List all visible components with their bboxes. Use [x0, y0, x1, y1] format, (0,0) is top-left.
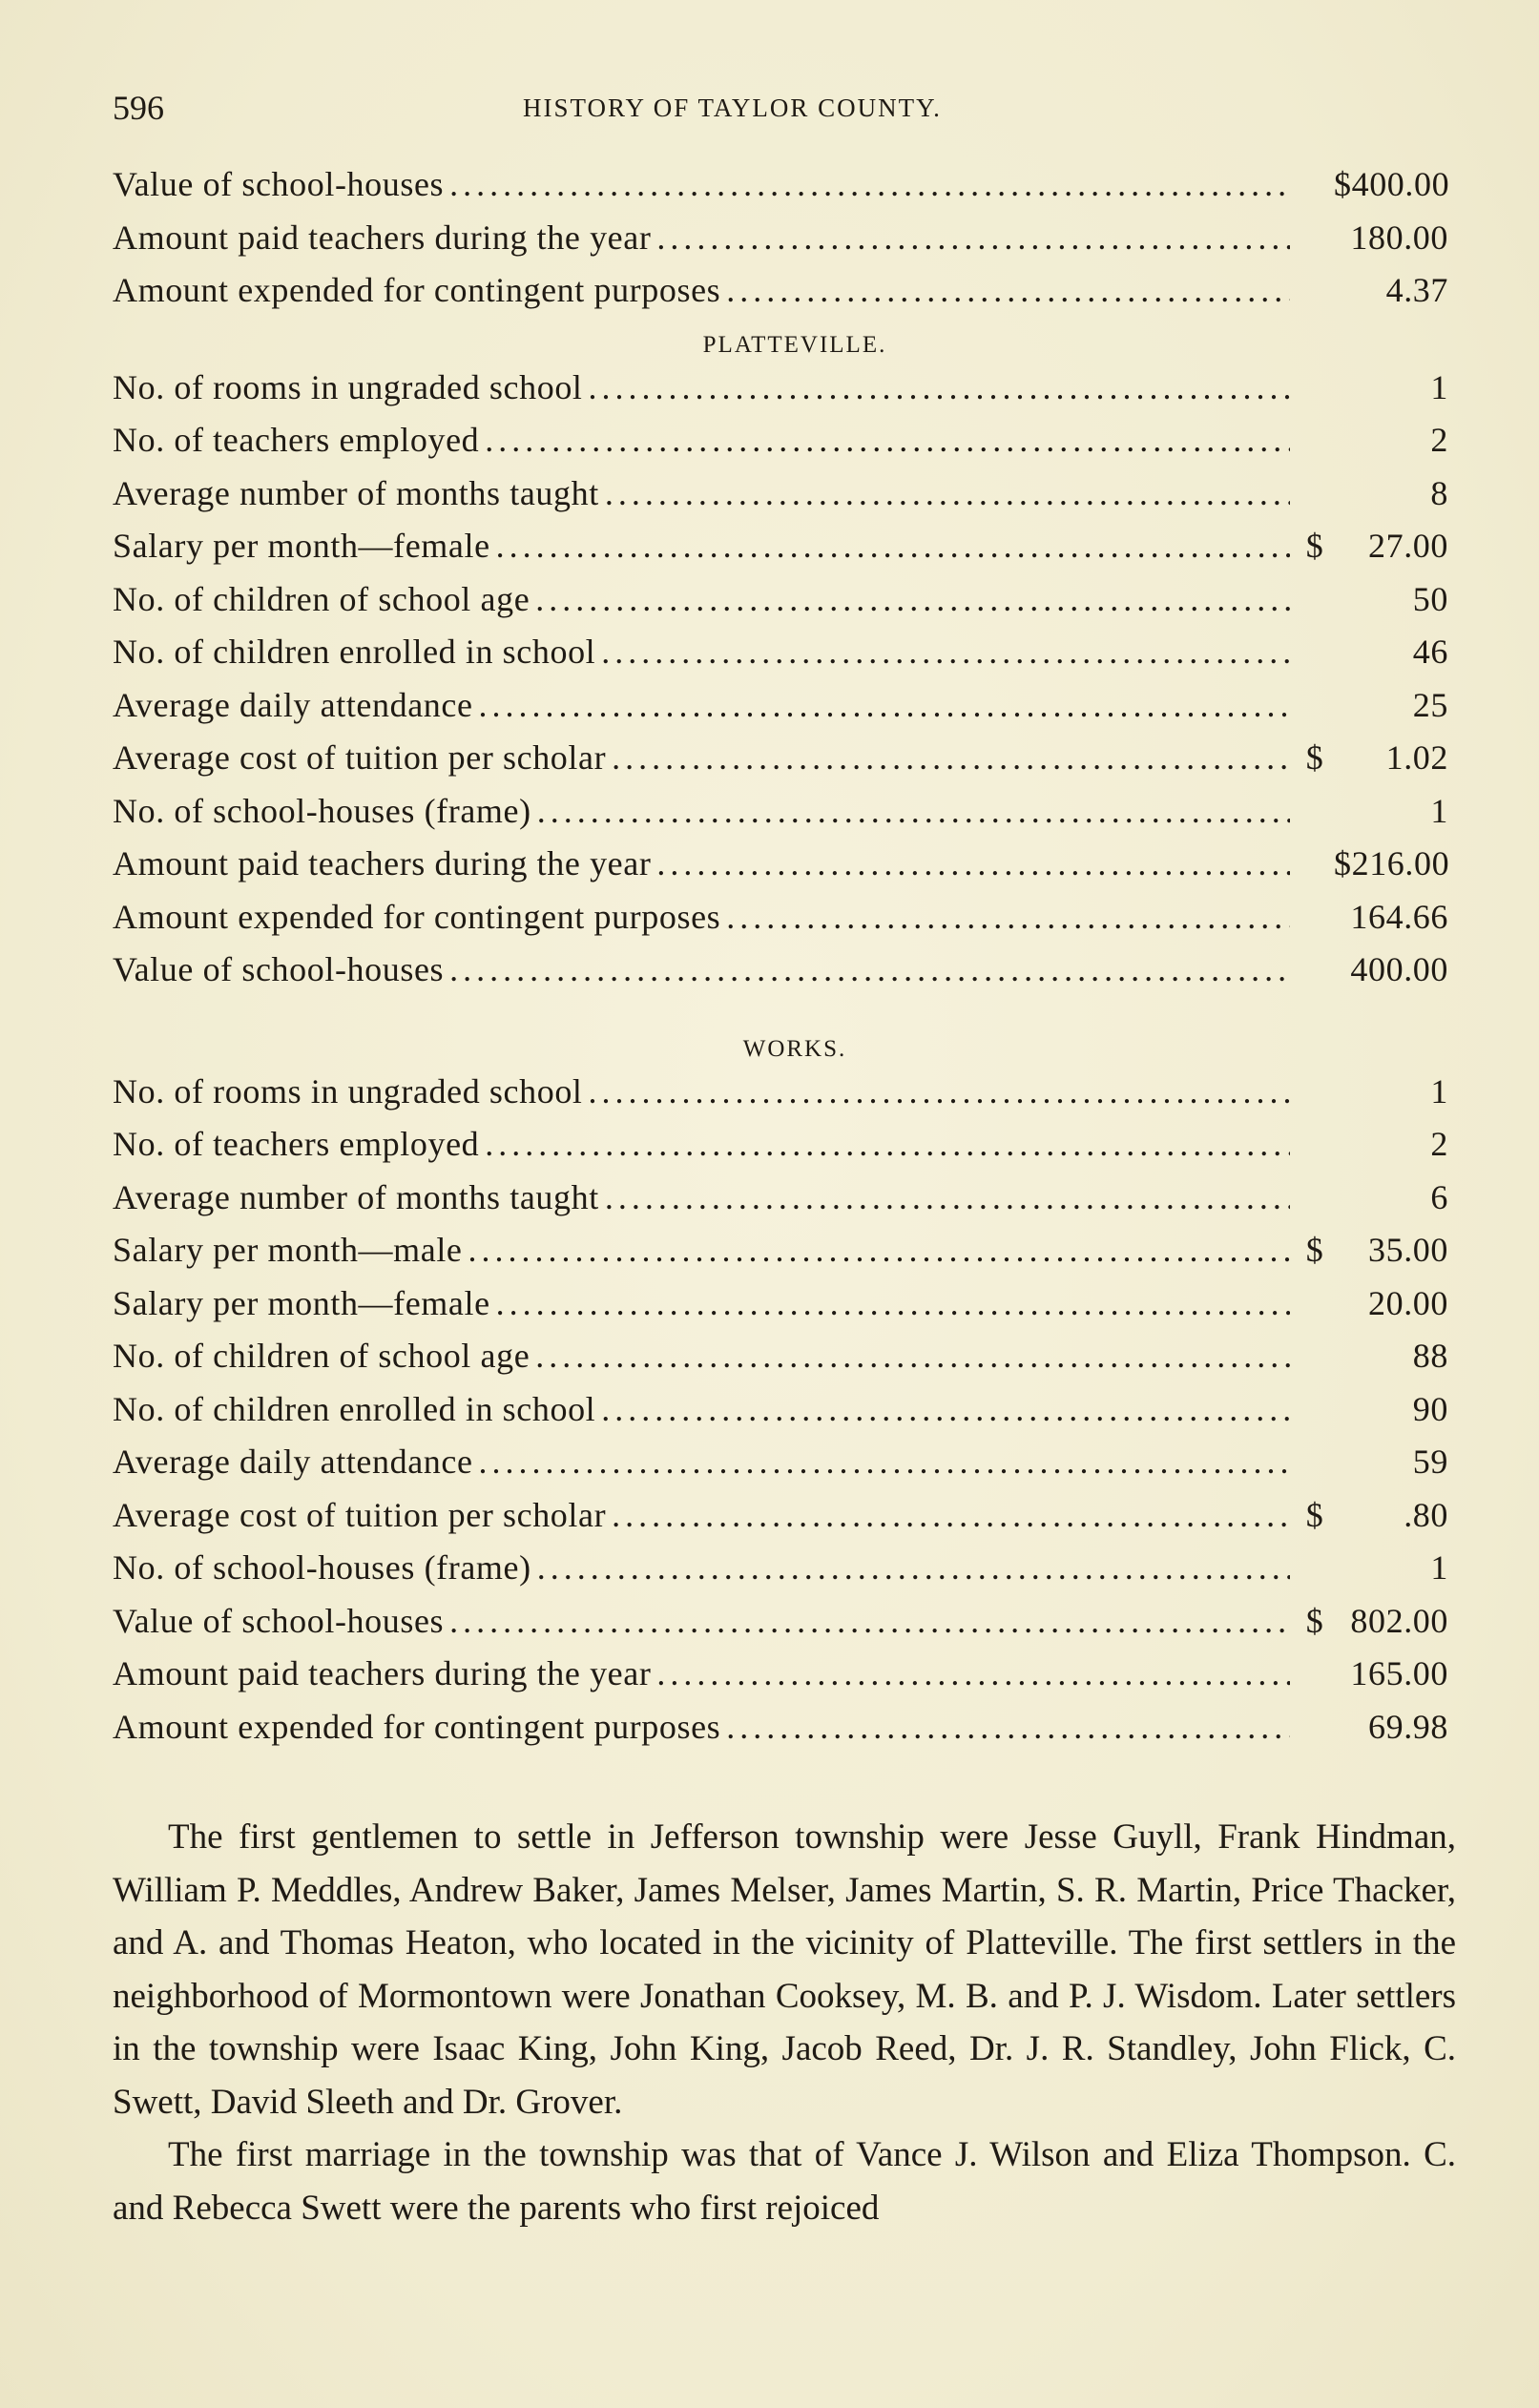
dot-leader — [656, 1653, 1290, 1693]
row-value: 2 — [1430, 421, 1448, 459]
dot-leader — [485, 420, 1290, 460]
row-label: Value of school-houses — [113, 950, 445, 988]
row-label: Amount paid teachers during the year — [113, 1654, 652, 1692]
dot-leader — [726, 270, 1290, 310]
row-label: No. of children enrolled in school — [113, 633, 596, 671]
row-value: 802.00 — [1350, 1601, 1448, 1640]
dot-leader — [726, 1707, 1290, 1747]
row-value: .80 — [1404, 1495, 1448, 1534]
row-value: 6 — [1430, 1177, 1448, 1216]
table-row — [113, 1653, 1448, 1707]
table-row — [113, 791, 1448, 844]
dot-leader — [589, 1071, 1290, 1111]
body-text — [113, 1811, 1456, 2234]
dollar-sign: $ — [1305, 1231, 1324, 1269]
row-label: Value of school-houses — [113, 165, 445, 203]
dot-leader — [612, 1495, 1290, 1535]
dot-leader — [496, 1283, 1290, 1323]
dot-leader — [656, 218, 1290, 258]
row-label: No. of school-houses (frame) — [113, 1548, 531, 1587]
top-rows — [113, 164, 1448, 323]
row-value: 69.98 — [1368, 1707, 1448, 1746]
row-value: 1 — [1430, 1071, 1448, 1111]
table-row — [113, 737, 1448, 791]
row-value: 90 — [1412, 1389, 1448, 1428]
dot-leader — [612, 737, 1290, 778]
row-label: Amount expended for contingent purposes — [113, 271, 721, 309]
row-value: 4.37 — [1385, 271, 1448, 309]
dollar-sign: $ — [1305, 1601, 1324, 1640]
table-row — [113, 526, 1448, 579]
dot-leader — [535, 579, 1290, 619]
row-value: 8 — [1430, 473, 1448, 512]
row-label: No. of teachers employed — [113, 1125, 480, 1163]
dollar-sign: $ — [1305, 1495, 1324, 1534]
row-label: Average cost of tuition per scholar — [113, 738, 607, 777]
page-header — [113, 88, 1448, 126]
row-label: No. of rooms in ungraded school — [113, 1071, 583, 1111]
dollar-sign: $ — [1305, 738, 1324, 777]
table-row — [113, 843, 1448, 897]
row-value: 165.00 — [1350, 1654, 1448, 1692]
dot-leader — [449, 1601, 1290, 1641]
table-row — [113, 897, 1448, 950]
row-value: 400.00 — [1350, 950, 1448, 988]
platteville-table — [113, 367, 1448, 1003]
row-label: Average cost of tuition per scholar — [113, 1495, 607, 1534]
dollar-sign: $ — [1305, 527, 1324, 565]
table-row — [113, 473, 1448, 527]
dot-leader — [656, 843, 1290, 883]
row-label: Average number of months taught — [113, 473, 599, 512]
row-label: Amount expended for contingent purposes — [113, 897, 721, 936]
section-title-works: WORKS. — [742, 1035, 847, 1062]
row-label: No. of rooms in ungraded school — [113, 367, 583, 406]
row-label: Amount expended for contingent purposes — [113, 1707, 721, 1746]
page-number: 596 — [113, 89, 164, 127]
dot-leader — [468, 1230, 1290, 1270]
table-row — [113, 1177, 1448, 1231]
table-row — [113, 579, 1448, 633]
row-label: Amount paid teachers during the year — [113, 218, 652, 257]
table-row — [113, 1283, 1448, 1337]
dot-leader — [537, 1547, 1290, 1588]
row-value: 1 — [1430, 791, 1448, 830]
row-label: Average daily attendance — [113, 1443, 473, 1481]
row-value: 59 — [1412, 1443, 1448, 1481]
row-label: No. of children of school age — [113, 579, 530, 618]
row-label: No. of teachers employed — [113, 421, 480, 459]
row-label: Amount paid teachers during the year — [113, 844, 652, 882]
row-value: 180.00 — [1350, 218, 1448, 257]
dot-leader — [479, 1442, 1290, 1482]
table-row — [113, 218, 1448, 271]
row-label: Average number of months taught — [113, 1177, 599, 1216]
table-row — [113, 1442, 1448, 1495]
dot-leader — [605, 473, 1290, 513]
table-row — [113, 1707, 1448, 1760]
table-row — [113, 1495, 1448, 1548]
row-value: 35.00 — [1368, 1231, 1448, 1269]
works-table — [113, 1071, 1448, 1760]
row-value: 88 — [1412, 1337, 1448, 1375]
section-title-platteville: PLATTEVILLE. — [702, 331, 887, 358]
row-value: 46 — [1412, 633, 1448, 671]
row-value: 1.02 — [1385, 738, 1448, 777]
table-row — [113, 1230, 1448, 1283]
dot-leader — [605, 1177, 1290, 1217]
table-row — [113, 367, 1448, 421]
dot-leader — [601, 1389, 1290, 1429]
table-row — [113, 1124, 1448, 1177]
row-value: 50 — [1412, 579, 1448, 618]
row-label: Salary per month—male — [113, 1231, 463, 1269]
row-label: No. of children of school age — [113, 1337, 530, 1375]
row-label: No. of school-houses (frame) — [113, 791, 531, 830]
dot-leader — [601, 632, 1290, 672]
table-row — [113, 270, 1448, 323]
table-row — [113, 1071, 1448, 1125]
row-value: 20.00 — [1368, 1283, 1448, 1322]
row-value: 164.66 — [1350, 897, 1448, 936]
row-value: 25 — [1412, 685, 1448, 724]
table-row — [113, 420, 1448, 473]
dot-leader — [496, 526, 1290, 566]
table-row — [113, 164, 1448, 218]
row-value: 2 — [1430, 1125, 1448, 1163]
table-row — [113, 685, 1448, 738]
dot-leader — [589, 367, 1290, 407]
row-value: $216.00 — [1334, 844, 1450, 882]
row-label: No. of children enrolled in school — [113, 1389, 596, 1428]
row-label: Salary per month—female — [113, 1283, 490, 1322]
row-value: 1 — [1430, 367, 1448, 406]
row-label: Average daily attendance — [113, 685, 473, 724]
dot-leader — [479, 685, 1290, 725]
section-gap — [113, 1003, 1448, 1028]
dot-leader — [449, 949, 1290, 989]
table-row — [113, 1547, 1448, 1601]
paragraph: The first marriage in the township was that of Vance J. Wilson and Eliza Thompson. C. and Rebecca Swett were the parents who first rejoiced — [113, 2135, 1456, 2228]
table-row — [113, 1601, 1448, 1654]
table-row — [113, 632, 1448, 685]
dot-leader — [535, 1336, 1290, 1376]
row-value: 27.00 — [1368, 527, 1448, 565]
dot-leader — [485, 1124, 1290, 1164]
row-label: Salary per month—female — [113, 527, 490, 565]
table-row — [113, 1389, 1448, 1443]
statistics-tables — [113, 164, 1448, 1759]
dot-leader — [449, 164, 1290, 204]
running-head: HISTORY OF TAYLOR COUNTY. — [523, 93, 942, 122]
row-value: 1 — [1430, 1548, 1448, 1587]
paragraph: The first gentlemen to settle in Jefferson township were Jesse Guyll, Frank Hindman, William P. Meddles, Andrew Baker, James Melser, James Martin, S. R. Martin, Price Thacker, and A. and Thomas Heaton, who located in the vicinity of Platteville. The first settlers in the neighborhood of Mormontown were Jonathan Cooksey, M. B. and P. J. Wisdom. Later settlers in the township were Isaac King, John King, Jacob Reed, Dr. J. R. Standley, John Flick, C. Swett, David Sleeth and Dr. Grover. — [113, 1817, 1456, 2122]
dot-leader — [726, 897, 1290, 937]
table-row — [113, 949, 1448, 1003]
dot-leader — [537, 791, 1290, 831]
table-row — [113, 1336, 1448, 1389]
row-value: $400.00 — [1334, 165, 1450, 203]
row-label: Value of school-houses — [113, 1601, 445, 1640]
